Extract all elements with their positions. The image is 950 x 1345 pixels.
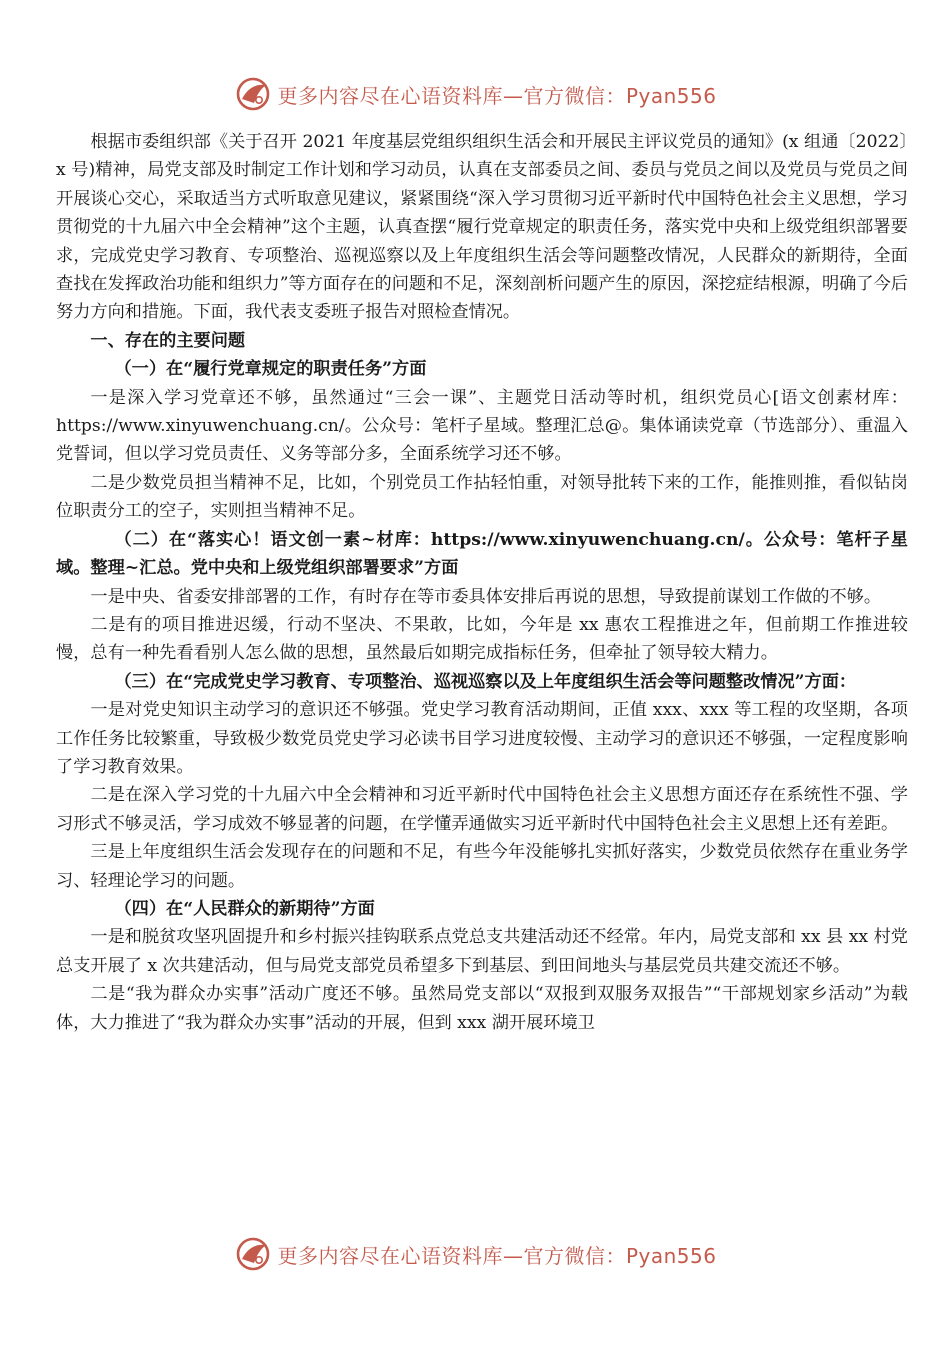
watermark-text: 更多内容尽在心语资料库—官方微信：Pyan556 xyxy=(277,83,717,108)
body-paragraph: 二是在深入学习党的十九届六中全会精神和习近平新时代中国特色社会主义思想方面还存在系统性不强、学习形式不够灵活，学习成效不够显著的问题，在学懂弄通做实习近平新时代中国特色社会主义思想上还有差距。 xyxy=(56,785,908,834)
watermark-text: 更多内容尽在心语资料库—官方微信：Pyan556 xyxy=(277,1243,717,1268)
body-paragraph: 一是和脱贫攻坚巩固提升和乡村振兴挂钩联系点党总支共建活动还不经常。年内，局党支部和 xx 县 xx 村党总支开展了 x 次共建活动，但与局党支部党员希望多下到基层、到田间地头与基层党员共建交流还不够。 xyxy=(56,927,908,976)
body-paragraph: 三是上年度组织生活会发现存在的问题和不足，有些今年没能够扎实抓好落实，少数党员依然存在重业务学习、轻理论学习的问题。 xyxy=(56,842,908,891)
body-paragraph: 一是中央、省委安排部署的工作，有时存在等市委具体安排后再说的思想，导致提前谋划工作做的不够。 xyxy=(90,586,882,607)
body-paragraph: 二是有的项目推进迟缓，行动不坚决、不果敢，比如，今年是 xx 惠农工程推进之年，但前期工作推进较慢，总有一种先看看别人怎么做的思想，虽然最后如期完成指标任务，但牵扯了领导较大精力。 xyxy=(56,614,908,664)
watermark-footer xyxy=(0,1232,950,1276)
brand-logo-icon xyxy=(233,74,273,114)
brand-logo-icon xyxy=(233,1234,273,1274)
subsection-heading: （一）在“履行党章规定的职责任务”方面 xyxy=(114,359,427,380)
body-paragraph: 二是少数党员担当精神不足，比如，个别党员工作拈轻怕重，对领导批转下来的工作，能推则推，看似钻岗位职责分工的空子，实则担当精神不足。 xyxy=(56,472,908,522)
body-paragraph: 一是对党史知识主动学习的意识还不够强。党史学习教育活动期间，正值 xxx、xxx 等工程的攻坚期，各项工作任务比较繁重，导致极少数党员党史学习必读书目学习进度较慢、主动学习的意识还不够强，一定程度影响了学习教育效果。 xyxy=(56,700,908,777)
subsection-heading: （四）在“人民群众的新期待”方面 xyxy=(114,898,375,919)
subsection-heading: （三）在“完成党史学习教育、专项整治、巡视巡察以及上年度组织生活会等问题整改情况”方面： xyxy=(114,671,857,692)
intro-paragraph: 根据市委组织部《关于召开 2021 年度基层党组织组织生活会和开展民主评议党员的通知》(x 组通〔2022〕x 号)精神，局党支部及时制定工作计划和学习动员，认真在支部委员之间、委员与党员之间以及党员与党员之间开展谈心交心，采取适当方式听取意见建议，紧紧围绕“深入学习贯彻习近平新时代中国特色社会主义思想，学习贯彻党的十九届六中全会精神”这个主题，认真查摆“履行党章规定的职责任务，落实党中央和上级党组织部署要求，完成党史学习教育、专项整治、巡视巡察以及上年度组织生活会等问题整改情况，人民群众的新期待，全面查找在发挥政治功能和组织力”等方面存在的问题和不足，深刻剖析问题产生的原因，深挖症结根源，明确了今后努力方向和措施。下面，我代表支委班子报告对照检查情况。 xyxy=(56,132,908,323)
subsection-heading: （二）在“落实心！语文创一素~材库：https://www.xinyuwenchuang.cn/。公众号：笔杆子星域。整理~汇总。党中央和上级党组织部署要求”方面 xyxy=(56,529,908,579)
body-paragraph: 一是深入学习党章还不够，虽然通过“三会一课”、主题党日活动等时机，组织党员心[语文创素材库：https://www.xinyuwenchuang.cn/。公众号：笔杆子星域。整理汇总@。集体诵读党章（节选部分）、重温入党誓词，但以学习党员责任、义务等部分多，全面系统学习还不够。 xyxy=(56,387,908,465)
body-paragraph: 二是“我为群众办实事”活动广度还不够。虽然局党支部以“双报到双服务双报告”“干部规划家乡活动”为载体，大力推进了“我为群众办实事”活动的开展，但到 xxx 湖开展环境卫 xyxy=(56,984,908,1033)
section-heading: 一、存在的主要问题 xyxy=(90,330,246,351)
watermark-header xyxy=(0,72,950,116)
document-body xyxy=(56,128,908,1037)
